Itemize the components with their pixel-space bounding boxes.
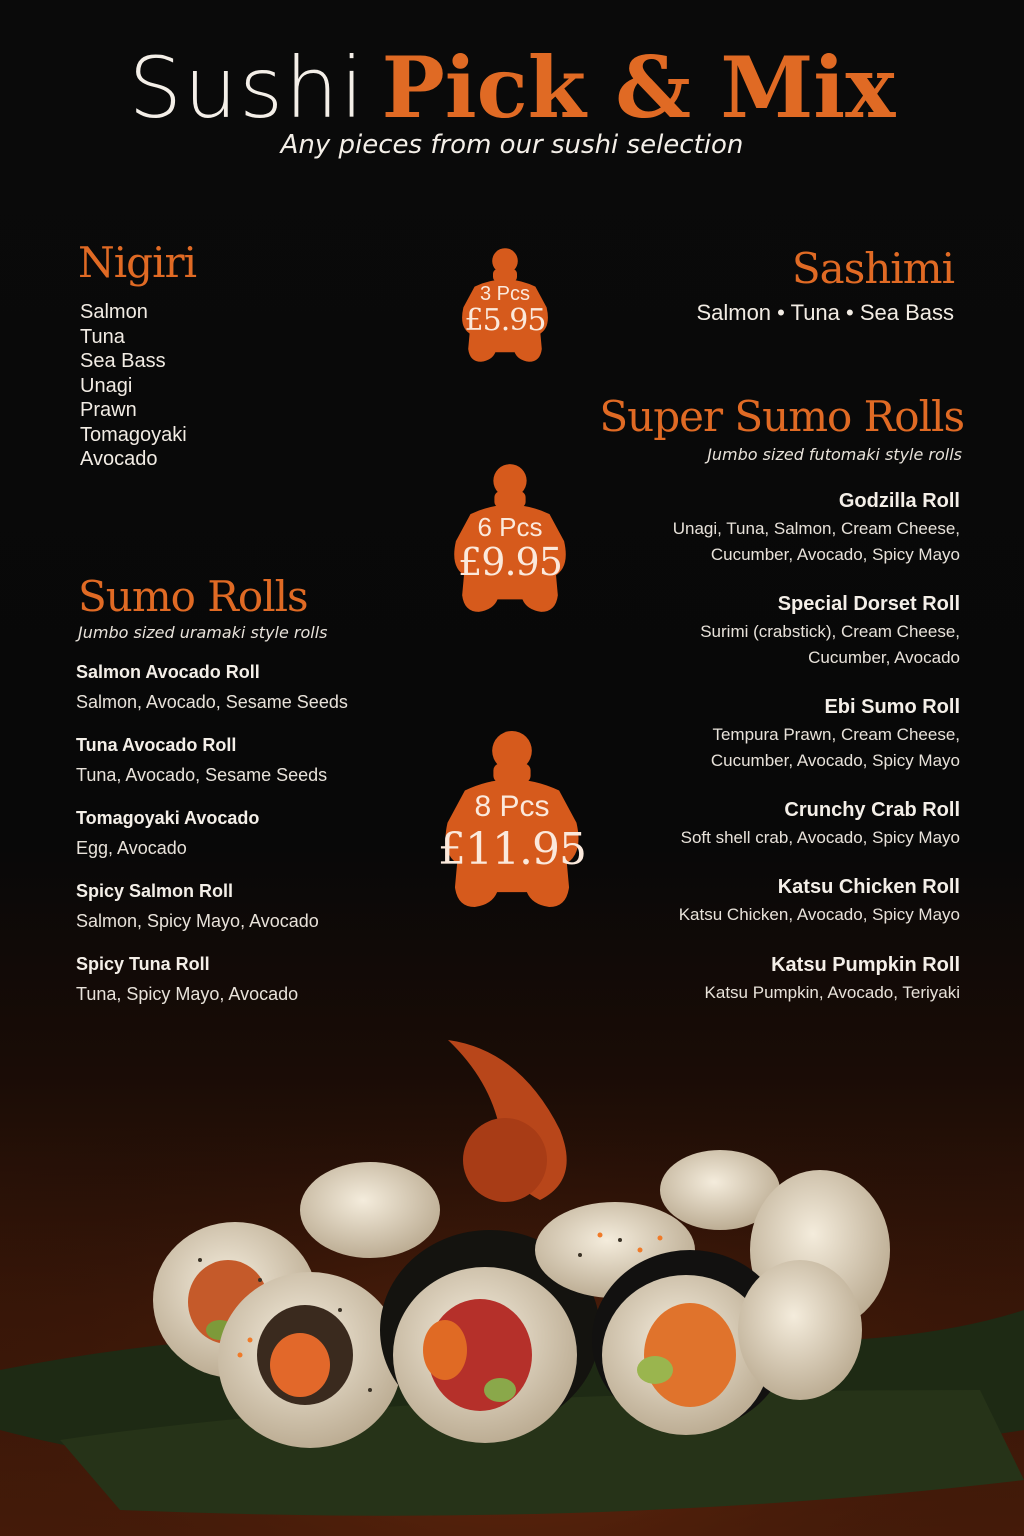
roll-name: Godzilla Roll [838, 490, 960, 512]
roll-name: Special Dorset Roll [777, 593, 960, 615]
title-sushi: Sushi [128, 39, 366, 137]
sumo-rolls-note: Jumbo sized uramaki style rolls [78, 623, 328, 642]
roll-ingredients: Salmon, Spicy Mayo, Avocado [76, 911, 319, 931]
badge-price: £11.95 [438, 824, 586, 875]
super-sumo-heading: Super Sumo Rolls [599, 392, 964, 441]
sushi-photo [0, 1010, 1024, 1536]
menu-item [76, 881, 319, 932]
roll-ingredients: Salmon, Avocado, Sesame Seeds [76, 692, 348, 712]
roll-name: Ebi Sumo Roll [824, 696, 960, 718]
menu-item [600, 954, 960, 1006]
roll-name: Katsu Pumpkin Roll [771, 954, 960, 976]
roll-name: Salmon Avocado Roll [76, 662, 260, 682]
nigiri-list [80, 300, 187, 472]
badge-pieces: 8 Pcs [474, 790, 550, 823]
roll-ingredients: Katsu Pumpkin, Avocado, Teriyaki [704, 983, 960, 1002]
badge-price: £5.95 [464, 303, 546, 338]
price-badge-3pcs [452, 245, 558, 365]
list-item: Avocado [80, 448, 158, 470]
price-badge-6pcs [442, 460, 578, 616]
roll-ingredients: Tempura Prawn, Cream Cheese, Cucumber, Avocado, Spicy Mayo [710, 725, 960, 770]
roll-ingredients: Tuna, Avocado, Sesame Seeds [76, 765, 328, 785]
list-item: Tuna [80, 325, 125, 348]
menu-item [600, 593, 960, 671]
menu-item [600, 696, 960, 774]
roll-ingredients: Tuna, Spicy Mayo, Avocado [76, 984, 299, 1004]
list-item: Prawn [80, 399, 137, 421]
badge-pieces: 6 Pcs [477, 512, 543, 542]
list-item: Salmon [80, 301, 148, 323]
page-subtitle: Any pieces from our sushi selection [280, 130, 744, 160]
roll-name: Spicy Tuna Roll [76, 954, 210, 974]
roll-name: Tomagoyaki Avocado [76, 808, 260, 828]
menu-item [600, 799, 960, 851]
roll-ingredients: Katsu Chicken, Avocado, Spicy Mayo [678, 905, 960, 924]
menu-item [76, 808, 259, 859]
sashimi-items: Salmon • Tuna • Sea Bass [696, 300, 954, 325]
menu-item [600, 490, 960, 568]
sashimi-heading: Sashimi [791, 244, 954, 293]
list-item: Sea Bass [80, 350, 166, 372]
roll-ingredients: Soft shell crab, Avocado, Spicy Mayo [680, 828, 960, 847]
sumo-rolls-heading: Sumo Rolls [78, 572, 308, 621]
menu-item [600, 876, 960, 928]
roll-name: Crunchy Crab Roll [784, 799, 960, 821]
roll-ingredients: Egg, Avocado [76, 838, 187, 858]
price-badge-8pcs [428, 726, 596, 912]
roll-ingredients: Unagi, Tuna, Salmon, Cream Cheese, Cucumber, Avocado, Spicy Mayo [672, 519, 960, 564]
roll-ingredients: Surimi (crabstick), Cream Cheese, Cucumber, Avocado [700, 622, 960, 667]
title-pick-mix: Pick & Mix [381, 38, 896, 137]
menu-item [76, 735, 327, 786]
badge-price: £9.95 [458, 540, 562, 584]
page-title [0, 38, 1024, 137]
list-item: Tomagoyaki [80, 423, 187, 446]
super-sumo-note: Jumbo sized futomaki style rolls [707, 445, 962, 464]
badge-pieces: 3 Pcs [479, 283, 531, 305]
roll-name: Tuna Avocado Roll [76, 735, 237, 755]
roll-name: Spicy Salmon Roll [76, 881, 234, 901]
list-item: Unagi [80, 374, 133, 397]
nigiri-heading: Nigiri [78, 238, 197, 287]
roll-name: Katsu Chicken Roll [777, 876, 960, 898]
menu-item [76, 954, 298, 1005]
menu-item [76, 662, 348, 713]
